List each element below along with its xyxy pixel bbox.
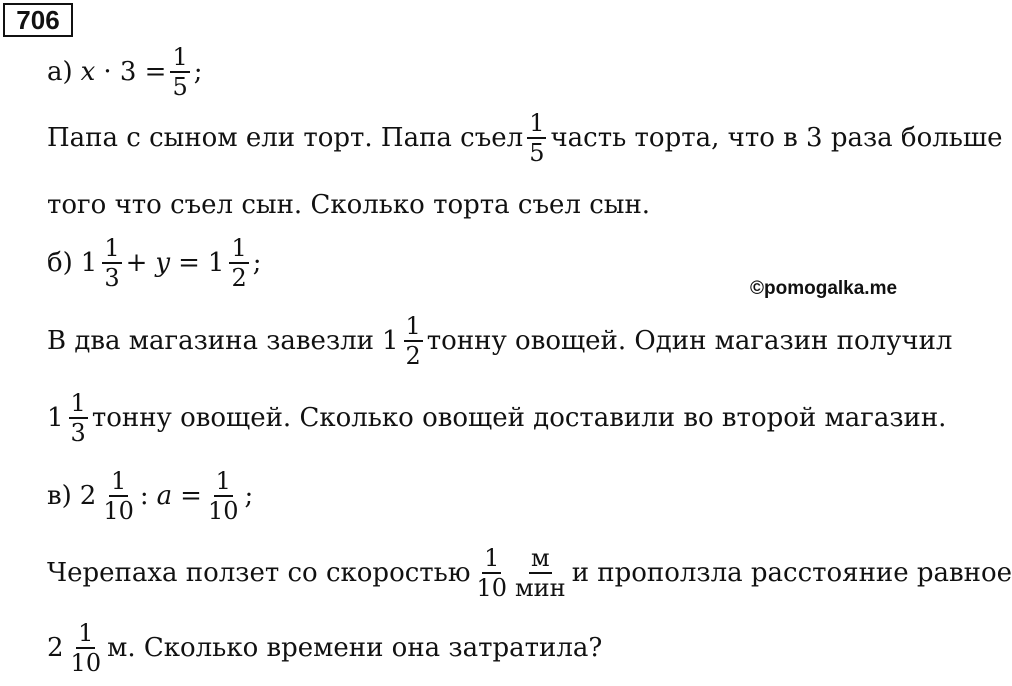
fraction: $\frac{1}{10}$ bbox=[476, 544, 508, 603]
equation-a: а) x · 3 = $\frac{1}{5}$ ; bbox=[47, 43, 203, 102]
unit-fraction: $\frac{м}{\text{мин}}$ bbox=[515, 544, 566, 603]
equation-b: б) 1 $\frac{1}{3}$ + y = 1 $\frac{1}{2}$ ; bbox=[47, 234, 262, 293]
mixed-number: 1 $\frac{1}{3}$ bbox=[47, 389, 86, 448]
mixed-number: 2 $\frac{1}{10}$ bbox=[47, 619, 102, 678]
task-number: 706 bbox=[3, 3, 73, 37]
mixed-number: 2 $\frac{1}{10}$ bbox=[79, 467, 134, 526]
label-a: а) bbox=[47, 57, 73, 88]
text-b-line2: 1 $\frac{1}{3}$ тонну овощей. Сколько овощей доставили во второй магазин. bbox=[47, 389, 947, 448]
text-c-line2: 2 $\frac{1}{10}$ м. Сколько времени она затратила? bbox=[47, 619, 603, 678]
text-b-line1: В два магазина завезли 1 $\frac{1}{2}$ тонну овощей. Один магазин получил bbox=[47, 312, 953, 371]
text-c-line1: Черепаха ползет со скоростью $\frac{1}{10}$ $\frac{м}{\text{мин}}$ и проползла расстояние равное bbox=[47, 544, 1012, 603]
text-a-line1: Папа с сыном ели торт. Папа съел $\frac{1}{5}$ часть торта, что в 3 раза больше bbox=[47, 109, 1003, 168]
variable-y: y bbox=[155, 248, 171, 279]
label-c: в) bbox=[47, 481, 72, 512]
text-a-line2: того что съел сын. Сколько торта съел сын. bbox=[47, 190, 651, 220]
eq-a-mid: · 3 = bbox=[103, 57, 167, 88]
equation-c: в) 2 $\frac{1}{10}$ : a = $\frac{1}{10}$ ; bbox=[47, 467, 254, 526]
mixed-number: 1 $\frac{1}{2}$ bbox=[381, 312, 421, 371]
watermark: ©pomogalka.me bbox=[750, 278, 898, 299]
mixed-number: 1 $\frac{1}{3}$ bbox=[80, 234, 120, 293]
fraction: $\frac{1}{10}$ bbox=[207, 467, 239, 526]
fraction: $\frac{1}{5}$ bbox=[529, 109, 545, 168]
label-b: б) bbox=[47, 248, 73, 279]
mixed-number: 1 $\frac{1}{2}$ bbox=[207, 234, 247, 293]
variable-a: a bbox=[156, 481, 173, 512]
fraction: $\frac{1}{5}$ bbox=[172, 43, 188, 102]
variable-x: x bbox=[80, 57, 96, 88]
